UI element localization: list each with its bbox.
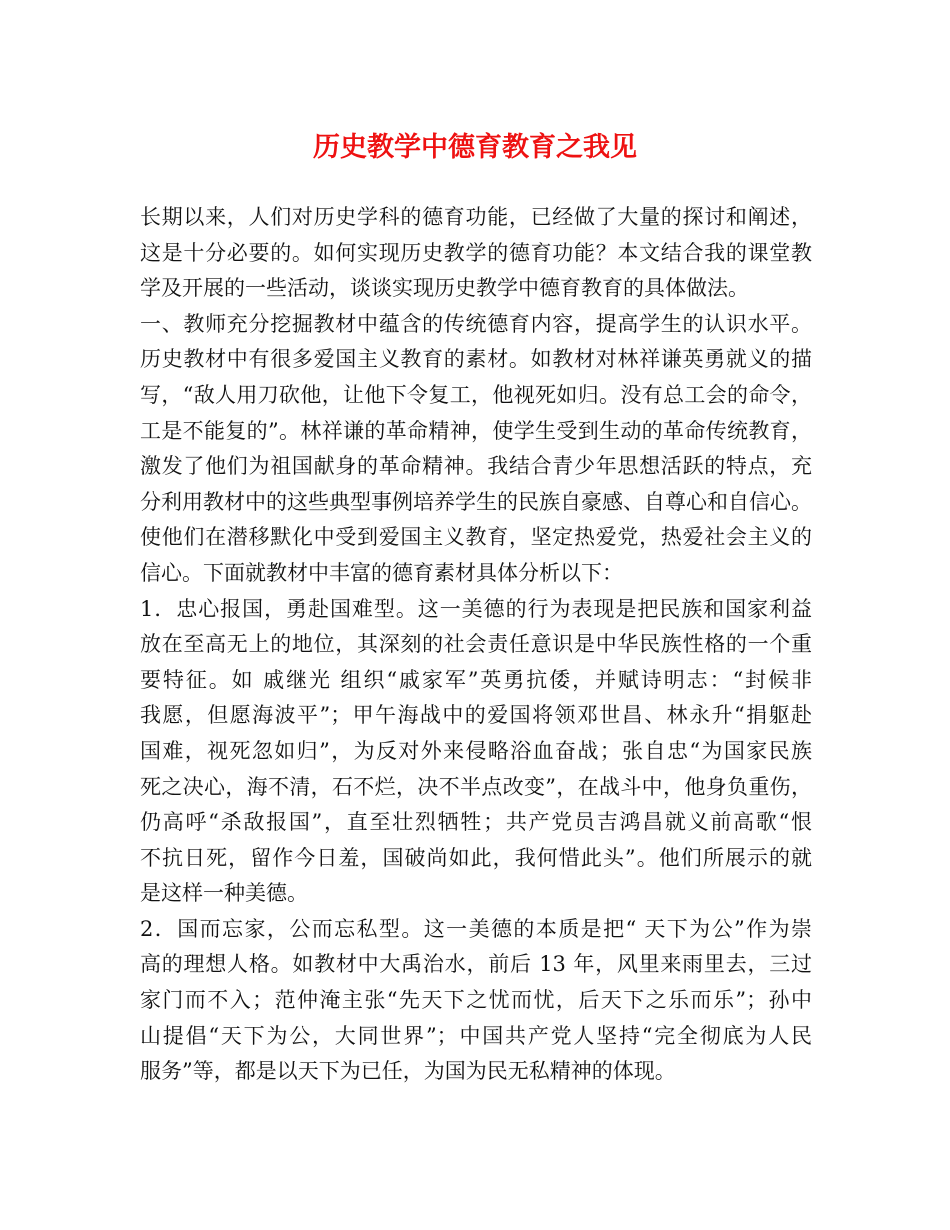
body-text-line: 我愿，但愿海波平”；甲午海战中的爱国将领邓世昌、林永升“捐躯赴 bbox=[140, 703, 812, 728]
body-text-line: 学及开展的一些活动，谈谈实现历史教学中德育教育的具体做法。 bbox=[140, 276, 749, 301]
body-text-line: 要特征。如 戚继光 组织“戚家军”英勇抗倭，并赋诗明志：“封候非 bbox=[140, 667, 812, 692]
body-text-line: 放在至高无上的地位，其深刻的社会责任意识是中华民族性格的一个重 bbox=[140, 632, 812, 657]
document-title: 历史教学中德育教育之我见 bbox=[313, 132, 637, 163]
body-text-line: 1．忠心报国，勇赴国难型。这一美德的行为表现是把民族和国家利益 bbox=[140, 596, 812, 621]
body-text-line: 分利用教材中的这些典型事例培养学生的民族自豪感、自尊心和自信心。 bbox=[140, 489, 812, 514]
body-text-line: 不抗日死，留作今日羞，国破尚如此，我何惜此头”。他们所展示的就 bbox=[140, 845, 812, 870]
body-text-line: 使他们在潜移默化中受到爱国主义教育，坚定热爱党，热爱社会主义的 bbox=[140, 525, 812, 550]
body-text-line: 家门而不入；范仲淹主张“先天下之忧而忧，后天下之乐而乐”；孙中 bbox=[140, 988, 812, 1013]
body-text-line: 2．国而忘家，公而忘私型。这一美德的本质是把“ 天下为公”作为崇 bbox=[140, 916, 812, 941]
body-text-line: 国难，视死忽如归”，为反对外来侵略浴血奋战；张自忠“为国家民族 bbox=[140, 738, 812, 763]
body-text-line: 山提倡“天下为公，大同世界”；中国共产党人坚持“完全彻底为人民 bbox=[140, 1023, 812, 1048]
document-body bbox=[140, 200, 812, 1090]
body-text-line: 高的理想人格。如教材中大禹治水，前后 13 年，风里来雨里去，三过 bbox=[140, 952, 812, 977]
body-text-line: 信心。下面就教材中丰富的德育素材具体分析以下： bbox=[140, 560, 623, 585]
body-text-line: 激发了他们为祖国献身的革命精神。我结合青少年思想活跃的特点，充 bbox=[140, 454, 812, 479]
body-text-line: 一、教师充分挖掘教材中蕴含的传统德育内容，提高学生的认识水平。 bbox=[140, 311, 812, 336]
body-text-line: 长期以来，人们对历史学科的德育功能，已经做了大量的探讨和阐述， bbox=[140, 205, 812, 229]
body-text-line: 工是不能复的”。林祥谦的革命精神，使学生受到生动的革命传统教育， bbox=[140, 418, 812, 443]
body-text-line: 仍高呼“杀敌报国”，直至壮烈牺牲；共产党员吉鸿昌就义前高歌“恨 bbox=[140, 810, 812, 835]
body-text-line: 写，“敌人用刀砍他，让他下令复工，他视死如归。没有总工会的命令， bbox=[140, 382, 812, 407]
body-text-line: 服务”等，都是以天下为已任，为国为民无私精神的体现。 bbox=[140, 1059, 676, 1084]
body-text-line: 是这样一种美德。 bbox=[140, 881, 308, 906]
body-text-line: 历史教材中有很多爱国主义教育的素材。如教材对林祥谦英勇就义的描 bbox=[140, 347, 812, 372]
body-text-line: 死之决心，海不清，石不烂，决不半点改变”，在战斗中，他身负重伤， bbox=[140, 774, 812, 799]
body-text-line: 这是十分必要的。如何实现历史教学的德育功能？本文结合我的课堂教 bbox=[140, 240, 812, 265]
